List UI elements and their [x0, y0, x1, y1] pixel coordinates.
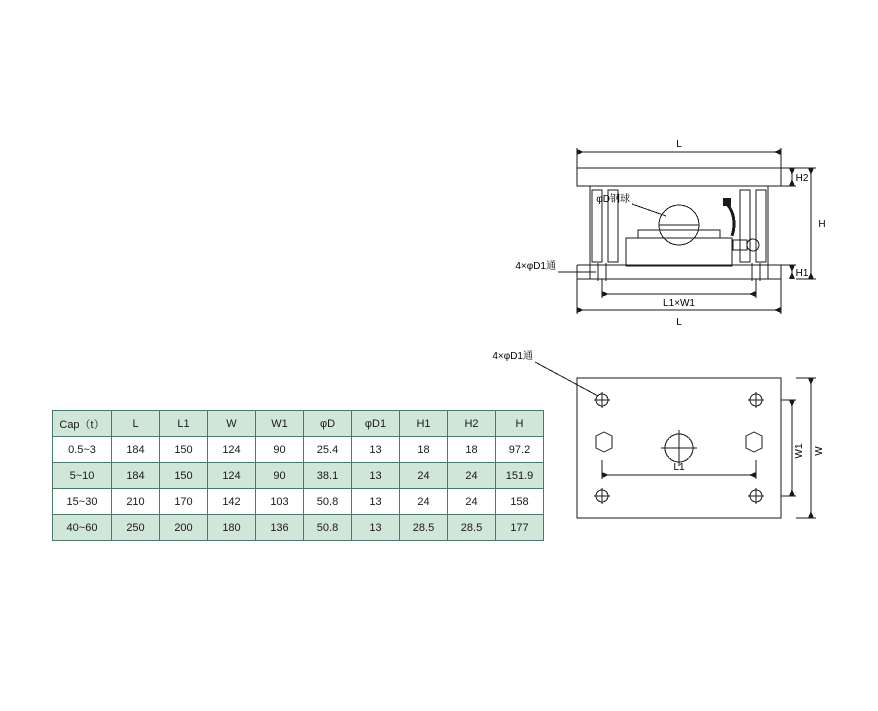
label-plan-L1: L1: [673, 462, 685, 473]
table-cell: 13: [352, 437, 400, 463]
table-cell: 200: [160, 515, 208, 541]
table-cell: 38.1: [304, 463, 352, 489]
table-cell: 184: [112, 437, 160, 463]
side-washer: [747, 239, 759, 251]
arrow-head: [789, 179, 795, 186]
arrow-head: [577, 149, 584, 155]
arrow-head: [789, 265, 795, 272]
cable: [727, 204, 734, 236]
load-cell-body: [626, 238, 732, 266]
table-row: [53, 437, 544, 463]
table-cell: 90: [256, 437, 304, 463]
top-plate: [577, 168, 781, 186]
table-header-cell: φD: [304, 411, 352, 437]
load-cell-top: [638, 230, 720, 238]
table-cell: 97.2: [496, 437, 544, 463]
table-row: [53, 489, 544, 515]
table-cell: 13: [352, 489, 400, 515]
hex-pad-left: [596, 432, 612, 452]
table-cell: 170: [160, 489, 208, 515]
cable-gland: [723, 198, 731, 206]
arrow-head: [808, 378, 814, 385]
table-cell: 124: [208, 463, 256, 489]
arrow-head: [789, 272, 795, 279]
arrow-head: [749, 291, 756, 297]
arrow-head: [774, 149, 781, 155]
label-front-holes: 4×φD1通: [515, 261, 556, 272]
label-H: H: [818, 219, 826, 230]
arrow-head: [789, 400, 795, 407]
table-header-cell: W: [208, 411, 256, 437]
table-cell: 24: [448, 489, 496, 515]
table-row: [53, 463, 544, 489]
table-cell: 28.5: [400, 515, 448, 541]
arrow-head: [602, 472, 609, 478]
drawing-svg: [480, 120, 870, 550]
support-column-right: [740, 190, 750, 262]
label-front-inner-L1W1: L1×W1: [663, 298, 695, 309]
table-header-cell: H2: [448, 411, 496, 437]
label-plan-holes: 4×φD1通: [492, 351, 533, 362]
table-header-cell: H: [496, 411, 544, 437]
table-cell: 25.4: [304, 437, 352, 463]
table-cell: 13: [352, 515, 400, 541]
support-column-right-2: [756, 190, 766, 262]
table-header-cell: φD1: [352, 411, 400, 437]
label-front-top-L: L: [676, 139, 682, 150]
table-cell: 150: [160, 437, 208, 463]
table-cell: 124: [208, 437, 256, 463]
label-H2: H2: [795, 173, 809, 184]
table-cell: 18: [448, 437, 496, 463]
leader-line-holes-plan: [535, 362, 598, 396]
arrow-head: [602, 291, 609, 297]
table-cell: 142: [208, 489, 256, 515]
arrow-head: [808, 511, 814, 518]
table-cell: 0.5~3: [53, 437, 112, 463]
arrow-head: [808, 272, 814, 279]
table-cell: 50.8: [304, 489, 352, 515]
base-plate: [590, 265, 768, 279]
table-cell: 13: [352, 463, 400, 489]
table-cell: 210: [112, 489, 160, 515]
table-cell: 250: [112, 515, 160, 541]
table-cell: 151.9: [496, 463, 544, 489]
table-header-cell: W1: [256, 411, 304, 437]
arrow-head: [808, 168, 814, 175]
leader-line-ball: [632, 204, 666, 216]
table-cell: 40~60: [53, 515, 112, 541]
table-cell: 15~30: [53, 489, 112, 515]
table-cell: 18: [400, 437, 448, 463]
arrow-head: [749, 472, 756, 478]
table-cell: 177: [496, 515, 544, 541]
arrow-head: [789, 489, 795, 496]
table-cell: 5~10: [53, 463, 112, 489]
table-cell: 180: [208, 515, 256, 541]
table-cell: 24: [400, 463, 448, 489]
table-header-row: [53, 411, 544, 437]
table-header-cell: L1: [160, 411, 208, 437]
label-plan-W1: W1: [794, 443, 805, 459]
table-cell: 150: [160, 463, 208, 489]
table-cell: 103: [256, 489, 304, 515]
label-front-bottom-L: L: [676, 317, 682, 328]
label-H1: H1: [795, 268, 809, 279]
table-header-cell: Cap（t）: [53, 411, 112, 437]
label-steel-ball: φD钢球: [596, 194, 630, 205]
table-cell: 24: [400, 489, 448, 515]
table-cell: 50.8: [304, 515, 352, 541]
technical-drawing-group: [480, 120, 870, 550]
table-cell: 28.5: [448, 515, 496, 541]
table-header-cell: H1: [400, 411, 448, 437]
arrow-head: [774, 307, 781, 313]
table-cell: 158: [496, 489, 544, 515]
table-row: [53, 515, 544, 541]
table-cell: 90: [256, 463, 304, 489]
hex-pad-right: [746, 432, 762, 452]
table-cell: 24: [448, 463, 496, 489]
label-plan-W: W: [814, 446, 825, 456]
specification-table: [52, 410, 544, 541]
table-cell: 184: [112, 463, 160, 489]
arrow-head: [789, 168, 795, 175]
arrow-head: [577, 307, 584, 313]
table-header-cell: L: [112, 411, 160, 437]
table-cell: 136: [256, 515, 304, 541]
